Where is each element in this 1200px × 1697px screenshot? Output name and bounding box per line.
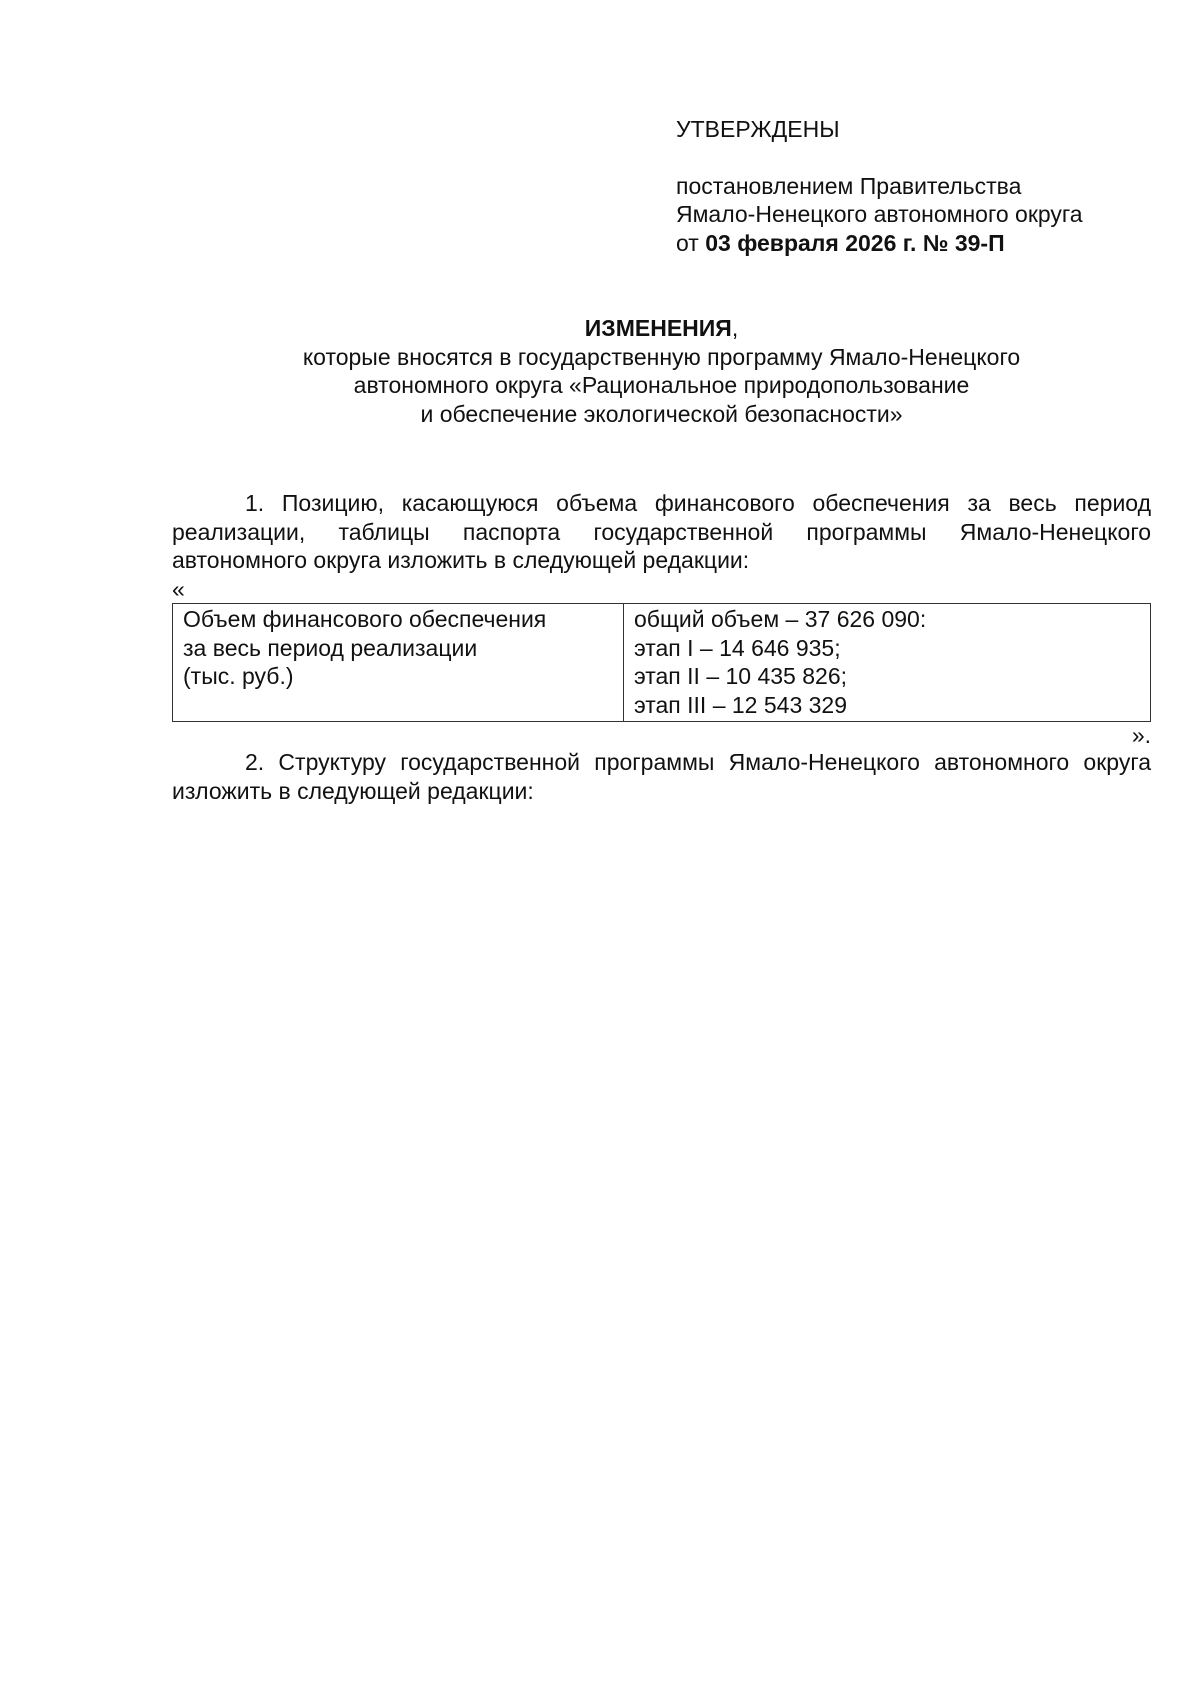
paragraph-2 bbox=[172, 748, 1151, 805]
approval-heading: УТВЕРЖДЕНЫ bbox=[676, 116, 840, 142]
table-row bbox=[173, 604, 1151, 722]
quote-close: ». bbox=[1131, 722, 1151, 748]
value-line: общий объем – 37 626 090: bbox=[634, 606, 927, 632]
title-heading-suffix: , bbox=[731, 315, 739, 341]
paragraph-2-text: 2. Структуру государственной программы Ямало-Ненецкого автономного округа изложить в следующей редакции: bbox=[172, 749, 1151, 804]
table-label-cell bbox=[173, 604, 624, 722]
value-line: этап I – 14 646 935; bbox=[634, 634, 841, 661]
approval-date-number: 03 февраля 2026 г. № 39-П bbox=[705, 229, 1005, 256]
approval-line-2: Ямало-Ненецкого автономного округа bbox=[676, 201, 1083, 227]
approval-line-1: постановлением Правительства bbox=[676, 172, 1022, 199]
label-line: Объем финансового обеспечения bbox=[183, 606, 547, 632]
title-heading: ИЗМЕНЕНИЯ bbox=[584, 315, 732, 341]
value-line: этап II – 10 435 826; bbox=[634, 663, 847, 689]
approval-stamp bbox=[676, 115, 1176, 257]
label-line: (тыс. руб.) bbox=[183, 663, 294, 689]
quote-open: « bbox=[172, 576, 185, 602]
approval-prefix: от bbox=[676, 229, 699, 256]
financing-table bbox=[172, 603, 1151, 722]
approval-date-line bbox=[676, 229, 1176, 258]
title-line: которые вносятся в государственную программу Ямало-Ненецкого bbox=[302, 343, 1021, 370]
value-line: этап III – 12 543 329 bbox=[634, 691, 847, 718]
title-line: и обеспечение экологической безопасности» bbox=[420, 400, 903, 427]
paragraph-1-text: 1. Позицию, касающуюся объема финансового обеспечения за весь период реализации, таблицы паспорта государственной программы Ямало-Ненецкого автономного округа изложить в следующей редакции: bbox=[172, 490, 1151, 573]
title-line: автономного округа «Рациональное природопользование bbox=[353, 372, 970, 398]
paragraph-1 bbox=[172, 489, 1151, 575]
document-title bbox=[172, 314, 1151, 428]
table-value-cell bbox=[624, 604, 1151, 722]
label-line: за весь период реализации bbox=[183, 634, 478, 661]
